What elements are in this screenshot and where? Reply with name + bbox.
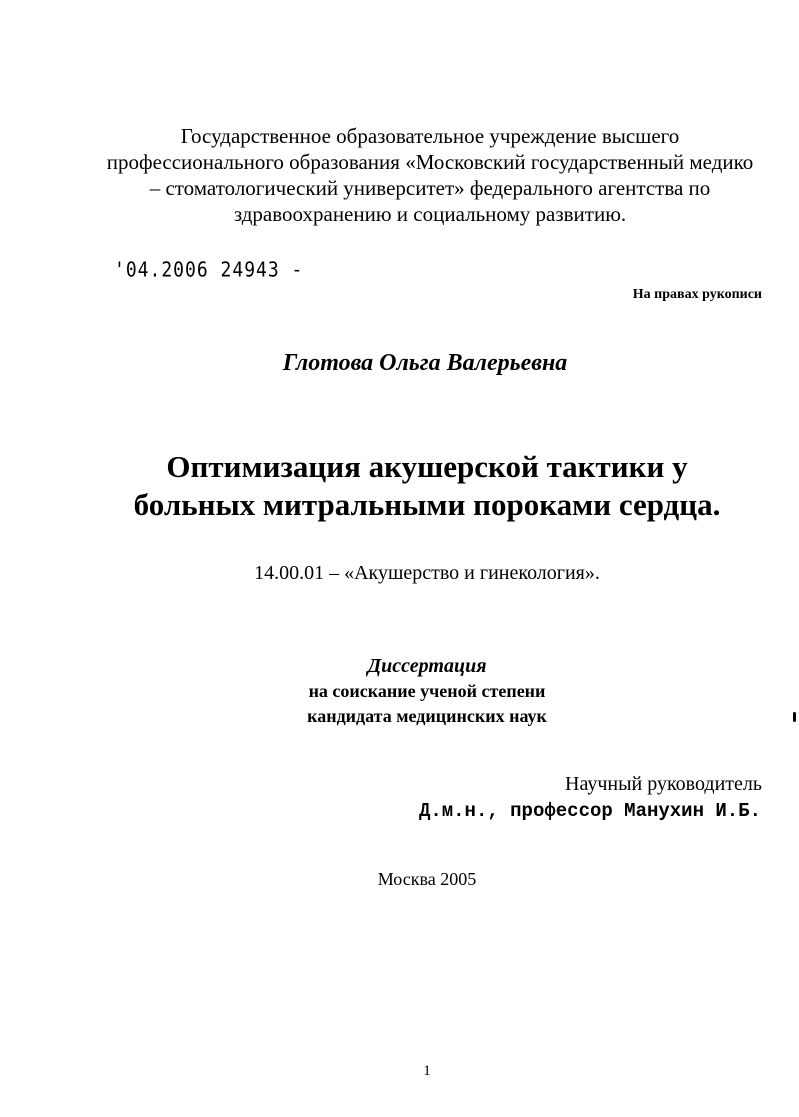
dissertation-type: Диссертация — [367, 655, 487, 677]
dissertation-block — [0, 654, 799, 729]
degree-line: кандидата медицинских наук — [307, 706, 547, 726]
institution-header — [60, 123, 799, 227]
author-name: Глотова Ольга Валерьевна — [282, 350, 568, 376]
supervisor-label: Научный руководитель — [565, 773, 762, 795]
manuscript-note: На правах рукописи — [632, 287, 762, 302]
institution-line: Государственное образовательное учреждение высшего — [180, 124, 680, 148]
page-number: 1 — [423, 1063, 431, 1079]
institution-line: – стоматологический университет» федерального агентства по — [149, 176, 711, 200]
degree-line: на соискание ученой степени — [308, 681, 546, 701]
specialty-code: 14.00.01 – «Акушерство и гинекология». — [254, 562, 600, 584]
archive-stamp: '04.2006 24943 - — [114, 258, 304, 283]
title-line: больных митральными пороками сердца. — [133, 487, 721, 522]
place-year: Москва 2005 — [377, 869, 477, 889]
supervisor-name: Д.м.н., профессор Манухин И.Б. — [418, 800, 761, 822]
title-line: Оптимизация акушерской тактики у — [166, 449, 688, 484]
scan-edge-mark — [793, 712, 796, 722]
institution-line: профессионального образования «Московский государственный медико — [106, 150, 754, 174]
dissertation-title — [0, 448, 799, 524]
institution-line: здравоохранению и социальному развитию. — [233, 202, 627, 226]
